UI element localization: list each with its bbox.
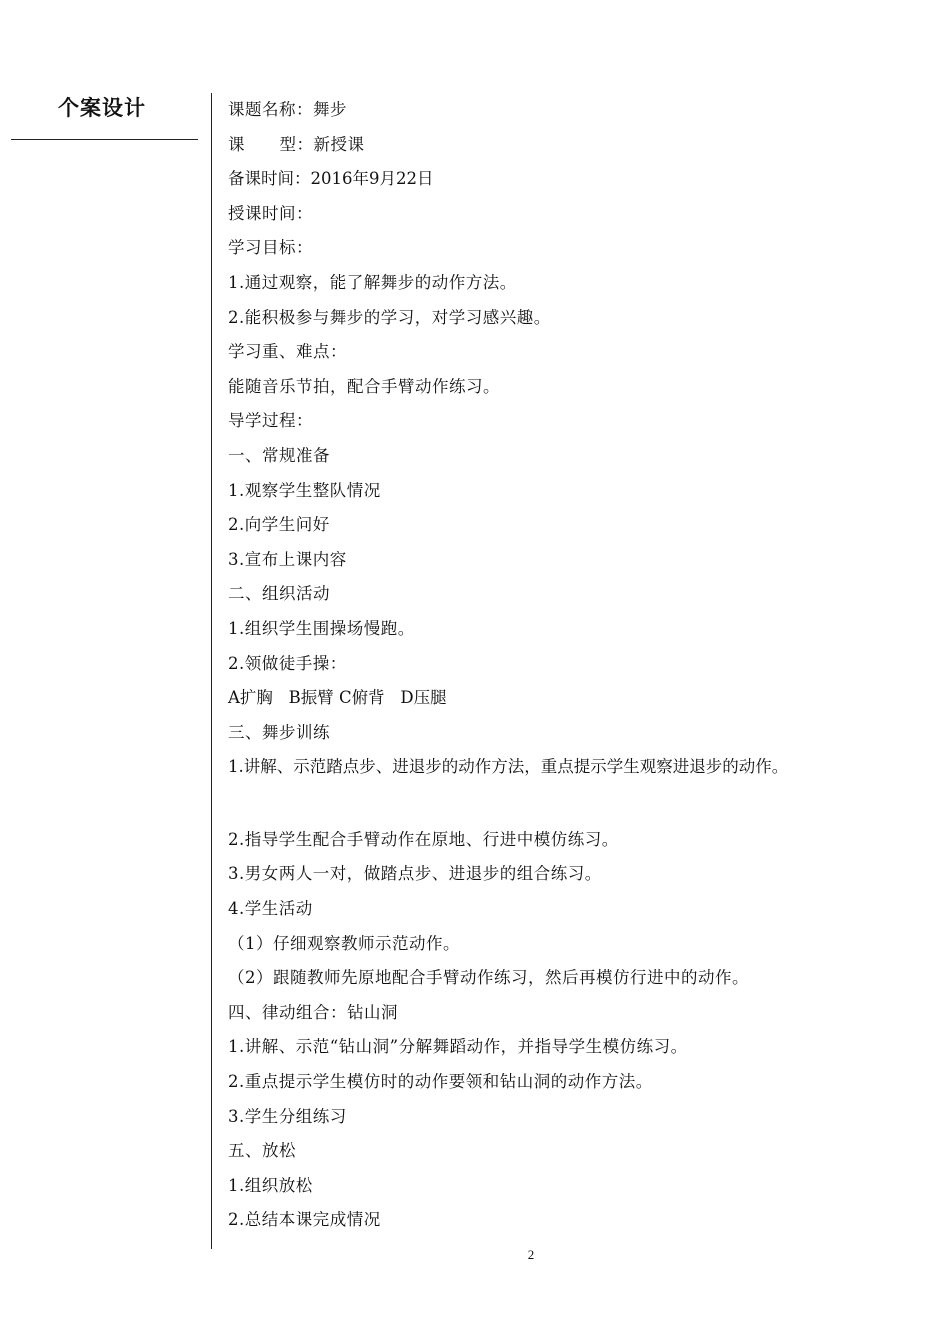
section-heading: 一、常规准备 (228, 445, 330, 465)
list-item: 2.领做徒手操： (228, 653, 347, 673)
key-points-text: 能随音乐节拍，配合手臂动作练习。 (228, 376, 500, 396)
lesson-content (228, 95, 928, 1240)
page-number: 2 (527, 1247, 535, 1262)
list-item: 1.观察学生整队情况 (228, 480, 381, 500)
topic-line: 课题名称：舞步 (228, 100, 347, 119)
list-item: 2.总结本课完成情况 (228, 1210, 381, 1230)
prep-date-line: 备课时间：2016年9月22日 (228, 169, 434, 189)
list-item: 2.重点提示学生模仿时的动作要领和钻山洞的动作方法。 (228, 1072, 653, 1092)
list-item: 1.组织学生围操场慢跑。 (228, 618, 415, 638)
section-heading: 三、舞步训练 (228, 722, 330, 742)
list-item: 3.宣布上课内容 (228, 549, 347, 569)
exercise-list: A扩胸 B振臂 C俯背 D压腿 (228, 688, 447, 708)
sidebar-title: 个案设计 (58, 96, 146, 120)
type-line: 课 型：新授课 (228, 134, 365, 154)
objectives-heading: 学习目标： (228, 238, 313, 258)
process-heading: 导学过程： (228, 411, 313, 431)
sub-list-item: （1）仔细观察教师示范动作。 (228, 933, 460, 953)
list-item: 2.向学生问好 (228, 515, 330, 535)
section-heading: 二、组织活动 (228, 584, 330, 604)
key-points-heading: 学习重、难点： (228, 342, 347, 362)
sub-list-item: （2）跟随教师先原地配合手臂动作练习，然后再模仿行进中的动作。 (228, 968, 749, 988)
list-item: 3.男女两人一对，做踏点步、进退步的组合练习。 (228, 864, 602, 884)
list-item: 1.讲解、示范踏点步、进退步的动作方法，重点提示学生观察进退步的动作。 (228, 757, 789, 777)
section-heading: 四、律动组合：钻山洞 (228, 1002, 398, 1022)
list-item: 3.学生分组练习 (228, 1106, 347, 1126)
sidebar-rule (11, 139, 198, 140)
list-item: 1.讲解、示范“钻山洞”分解舞蹈动作，并指导学生模仿练习。 (228, 1037, 688, 1057)
list-item: 2.指导学生配合手臂动作在原地、行进中模仿练习。 (228, 829, 619, 849)
list-item: 1.组织放松 (228, 1175, 313, 1195)
objective-item: 1.通过观察，能了解舞步的动作方法。 (228, 272, 517, 292)
list-item: 4.学生活动 (228, 899, 313, 919)
teach-date-line: 授课时间： (228, 203, 313, 223)
section-heading: 五、放松 (228, 1141, 296, 1161)
objective-item: 2.能积极参与舞步的学习，对学习感兴趣。 (228, 307, 551, 327)
column-divider (211, 93, 212, 1249)
